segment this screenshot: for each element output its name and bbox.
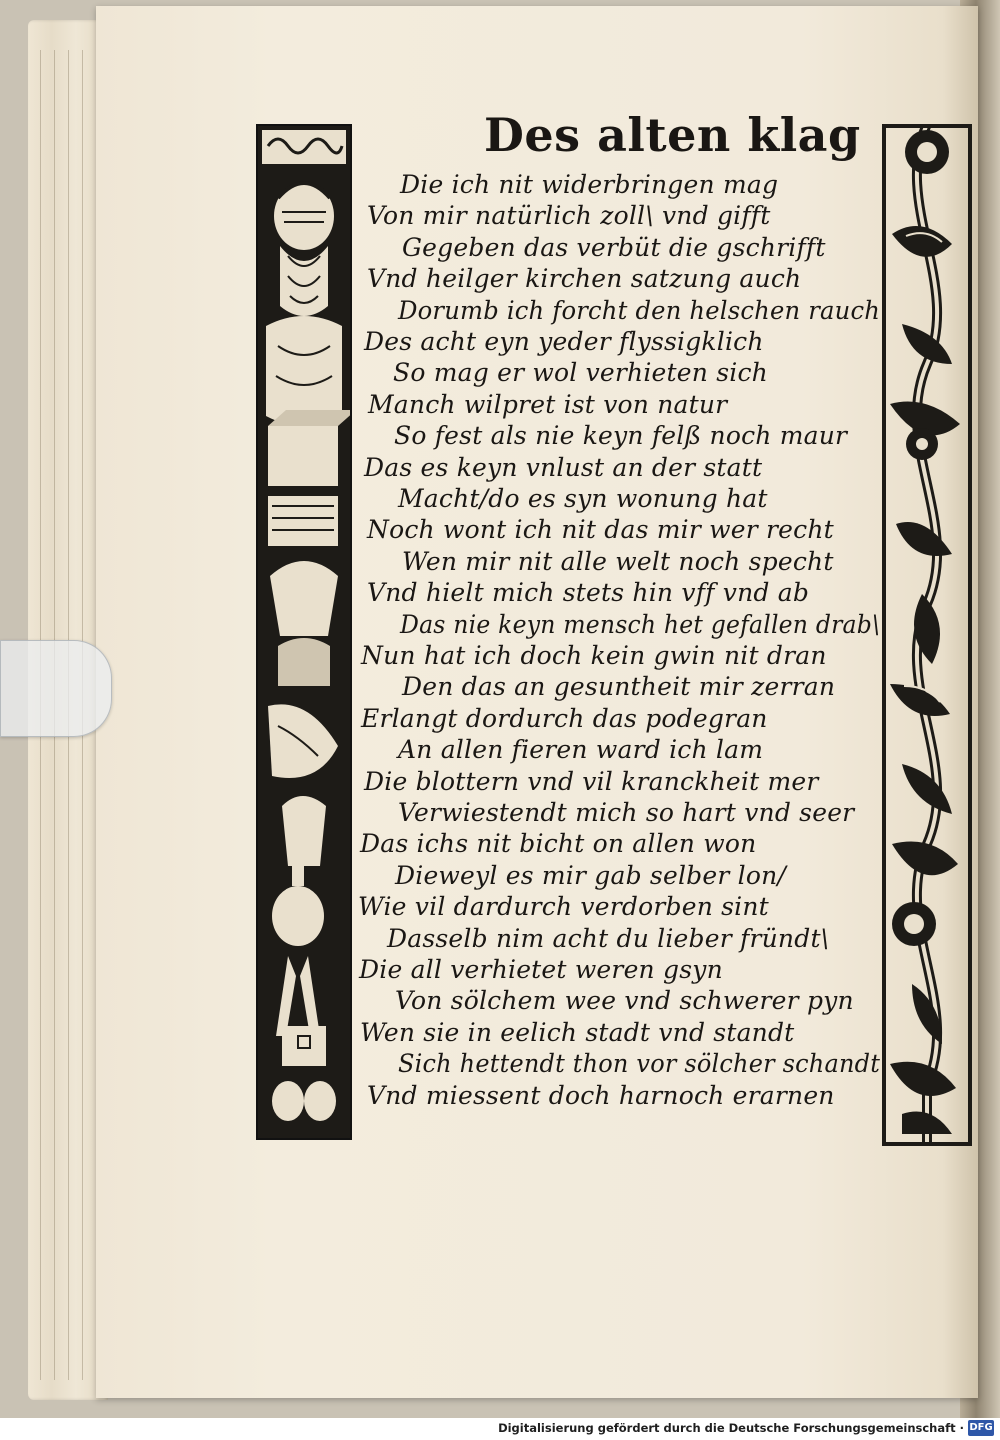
- poem-line: Manch wilpret ist von natur: [368, 389, 728, 419]
- poem-line: Von mir natürlich zoll\ vnd gifft: [367, 201, 771, 231]
- plastic-tab-clip: [0, 640, 112, 737]
- poem-line: An allen fieren ward ich lam: [398, 735, 764, 765]
- poem-line: Gegeben das verbüt die gschrifft: [402, 232, 826, 262]
- poem-line: Das nie keyn mensch het gefallen drab\: [400, 609, 881, 639]
- poem-line: Vnd miessent doch harnoch erarnen: [367, 1080, 835, 1110]
- poem-line: Nun hat ich doch kein gwin nit dran: [361, 641, 827, 670]
- poem-line: Des acht eyn yeder flyssigklich: [364, 327, 764, 356]
- poem-line: Sich hettendt thon vor sölcher schandt: [398, 1049, 881, 1079]
- poem-line: Dorumb ich forcht den helschen rauch: [398, 295, 881, 325]
- poem-line: Verwiestendt mich so hart vnd seer: [398, 798, 855, 827]
- poem-line: Vnd heilger kirchen satzung auch: [367, 264, 802, 294]
- woodcut-border-right: [882, 124, 972, 1146]
- poem-line: Erlangt dordurch das podegran: [361, 703, 768, 733]
- page-title: Des alten klag: [484, 108, 861, 162]
- poem-line: Das ichs nit bicht on allen won: [360, 829, 757, 859]
- poem-line: Wie vil dardurch verdorben sint: [358, 892, 769, 922]
- dfg-logo: DFG: [968, 1420, 994, 1436]
- poem-line: Die ich nit widerbringen mag: [400, 170, 779, 199]
- poem-line: Wen mir nit alle welt noch specht: [402, 546, 834, 576]
- poem-line: Das es keyn vnlust an der statt: [364, 452, 763, 482]
- poem-line: Wen sie in eelich stadt vnd standt: [360, 1017, 795, 1047]
- vine-ornament-illustration: [882, 124, 972, 1146]
- poem-line: Die blottern vnd vil kranckheit mer: [364, 766, 819, 796]
- poem-line: Dasselb nim acht du lieber fründt\: [387, 923, 830, 953]
- poem-line: So mag er wol verhieten sich: [393, 358, 768, 388]
- footer-credit: Digitalisierung gefördert durch die Deutsche Forschungsgemeinschaft ·: [498, 1421, 964, 1435]
- poem-line: Macht/do es syn wonung hat: [398, 484, 768, 513]
- poem-line: Noch wont ich nit das mir wer recht: [367, 515, 834, 545]
- woodcut-figure-illustration: [258, 126, 350, 1138]
- poem-line: Vnd hielt mich stets hin vff vnd ab: [367, 578, 810, 608]
- poem-line: So fest als nie keyn felß noch maur: [394, 421, 848, 451]
- poem-line: Die all verhietet weren gsyn: [359, 955, 723, 984]
- poem-line: Den das an gesuntheit mir zerran: [402, 672, 836, 702]
- woodcut-border-left: [256, 124, 352, 1140]
- poem-line: Dieweyl es mir gab selber lon/: [395, 860, 787, 890]
- poem-line: Von sölchem wee vnd schwerer pyn: [395, 986, 854, 1016]
